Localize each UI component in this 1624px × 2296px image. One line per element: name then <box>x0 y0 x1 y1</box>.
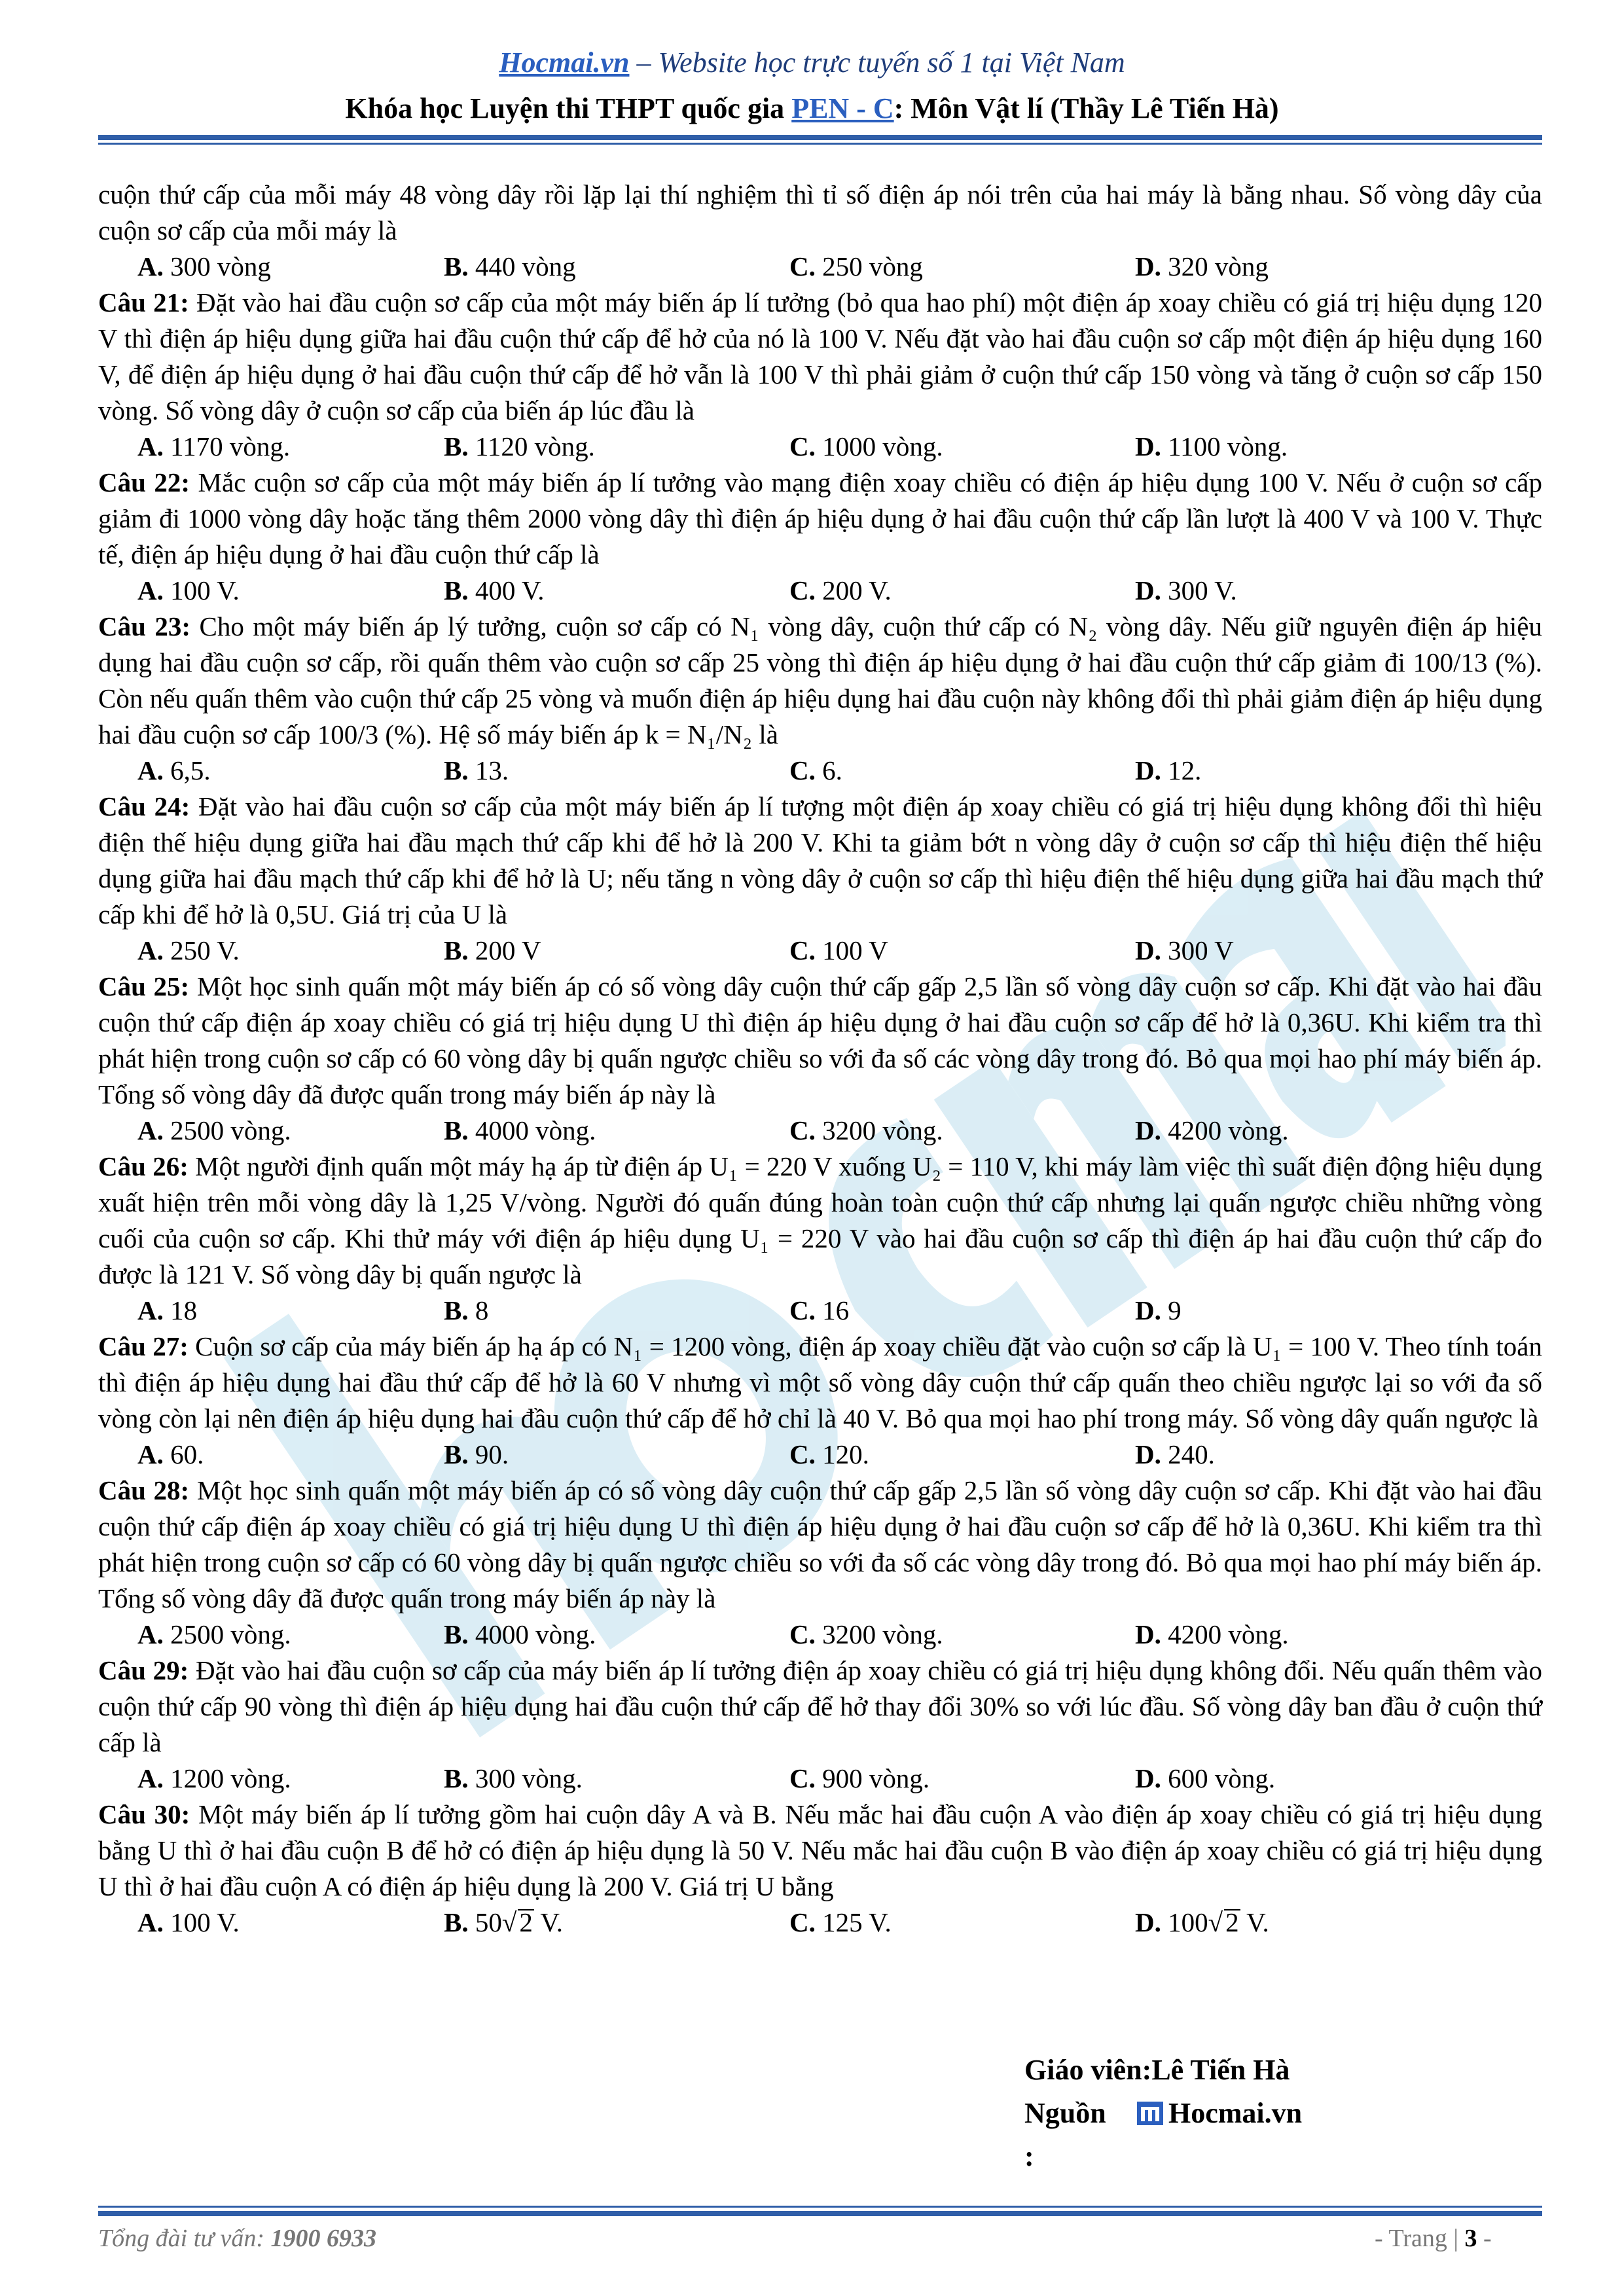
option-b: B. 90. <box>444 1439 509 1469</box>
question-text: Cuộn sơ cấp của máy biến áp hạ áp có N₁ = 1200 vòng, điện áp xoay chiều đặt vào cuộn sơ cấp là U₁ = 100 V. Theo tính toán thì điện áp hiệu dụng hai đầu thứ cấp để hở là 60 V nhưng vì một số vòng dây cuộn thứ cấp quấn theo chiều ngược lại so với đa số vòng còn lại nên điện áp hiệu dụng hai đầu cuộn thứ cấp để hở chỉ là 40 V. Bỏ qua mọi hao phí trong máy. Số vòng dây quấn ngược là <box>98 1331 1542 1433</box>
option-a: A. 60. <box>137 1439 204 1469</box>
source-value <box>1136 2092 1302 2178</box>
questions-container <box>98 285 1542 1941</box>
course-suffix: : Môn Vật lí (Thầy Lê Tiến Hà) <box>893 92 1279 124</box>
question-label: Câu 23: <box>98 611 191 641</box>
option-c: C. 125 V. <box>789 1907 892 1937</box>
course-prefix: Khóa học Luyện thi THPT quốc gia <box>345 92 792 124</box>
option-a: A. 1200 vòng. <box>137 1763 291 1793</box>
options-row <box>98 1113 1542 1149</box>
option-b: B. 200 V <box>444 935 541 965</box>
option-b: B. 50√2 V. <box>444 1907 563 1937</box>
option-d: D. 240. <box>1135 1439 1215 1469</box>
option-a: A. 18 <box>137 1295 198 1325</box>
options-row <box>98 1905 1542 1941</box>
question-list <box>98 177 1542 1941</box>
question-text: Một học sinh quấn một máy biến áp có số vòng dây cuộn thứ cấp gấp 2,5 lần số vòng dây cuộn sơ cấp. Khi đặt vào hai đầu cuộn thứ cấp điện áp xoay chiều có giá trị hiệu dụng U thì điện áp hiệu dụng ở hai đầu cuộn sơ cấp để hở là 0,36U. Khi kiểm tra thì phát hiện trong cuộn sơ cấp có 60 vòng dây bị quấn ngược chiều so với đa số các vòng dây trong đó. Bỏ qua mọi hao phí máy biến áp. Tổng số vòng dây đã được quấn trong máy biến áp này là <box>98 971 1542 1109</box>
footer-page-number: - Trang | 3 - <box>1375 2225 1492 2252</box>
header-rule-thin <box>98 143 1542 145</box>
options-row <box>98 429 1542 465</box>
options-row <box>98 1437 1542 1473</box>
question-text: Đặt vào hai đầu cuộn sơ cấp của máy biến áp lí tưởng điện áp xoay chiều có giá trị hiệu dụng không đổi. Nếu quấn thêm vào cuộn thứ cấp 90 vòng thì điện áp hiệu dụng hai đầu cuộn thứ cấp để hở thay đổi 30% so với lúc đầu. Số vòng dây ban đầu ở cuộn thứ cấp là <box>98 1655 1542 1757</box>
course-link[interactable]: PEN - C <box>791 92 894 124</box>
header-rule-thick <box>98 135 1542 140</box>
intro-options <box>98 249 1542 285</box>
signature-block <box>1024 2049 1302 2178</box>
option-d: D. 100√2 V. <box>1135 1907 1269 1937</box>
site-tagline: – Website học trực tuyến số 1 tại Việt Nam <box>629 46 1125 79</box>
options-row <box>98 933 1542 969</box>
question-text: Đặt vào hai đầu cuộn sơ cấp của một máy biến áp lí tưởng (bỏ qua hao phí) một điện áp xoay chiều có giá trị hiệu dụng 120 V thì điện áp hiệu dụng giữa hai đầu cuộn thứ cấp để hở của nó là 100 V. Nếu đặt vào hai đầu cuộn sơ cấp một điện áp hiệu dụng 160 V, để điện áp hiệu dụng ở hai đầu cuộn thứ cấp để hở vẫn là 100 V thì phải giảm ở cuộn thứ cấp 150 vòng và tăng ở cuộn sơ cấp 150 vòng. Số vòng dây ở cuộn sơ cấp của biến áp lúc đầu là <box>98 287 1542 425</box>
option-c: C. 1000 vòng. <box>789 431 943 461</box>
question-text: Cho một máy biến áp lý tưởng, cuộn sơ cấp có N₁ vòng dây, cuộn thứ cấp có N₂ vòng dây. Nếu giữ nguyên điện áp hiệu dụng hai đầu cuộn sơ cấp, rồi quấn thêm vào cuộn sơ cấp 25 vòng thì điện áp hiệu dụng ở hai đầu cuộn thứ cấp giảm đi 100/13 (%). Còn nếu quấn thêm vào cuộn thứ cấp 25 vòng và muốn điện áp hiệu dụng hai đầu cuộn này không đổi thì phải giảm điện áp hiệu dụng hai đầu cuộn sơ cấp 100/3 (%). Hệ số máy biến áp k = N₁/N₂ là <box>98 611 1542 749</box>
question-21 <box>98 285 1542 429</box>
source-row <box>1024 2092 1302 2178</box>
option-a: A. 6,5. <box>137 755 211 785</box>
option-d: D. 600 vòng. <box>1135 1763 1276 1793</box>
question-label: Câu 30: <box>98 1799 190 1829</box>
option-a: A. 250 V. <box>137 935 240 965</box>
header-site-line <box>0 46 1624 79</box>
options-row <box>98 1617 1542 1653</box>
teacher-label: Giáo viên: <box>1024 2054 1152 2086</box>
footer-hotline: Tổng đài tư vấn: 1900 6933 <box>98 2225 376 2252</box>
question-label: Câu 29: <box>98 1655 189 1685</box>
option-c: C. 3200 vòng. <box>789 1619 943 1649</box>
question-26 <box>98 1149 1542 1293</box>
source-label: Nguồn : <box>1024 2097 1106 2172</box>
option-a: A. 300 vòng <box>137 251 271 281</box>
option-d: D. 300 V. <box>1135 575 1237 605</box>
question-28 <box>98 1473 1542 1617</box>
sqrt-symbol: √ <box>501 1907 517 1937</box>
hocmai-logo-icon <box>1136 2100 1164 2126</box>
question-label: Câu 25: <box>98 971 190 1001</box>
option-b: B. 4000 vòng. <box>444 1115 596 1145</box>
question-text: Mắc cuộn sơ cấp của một máy biến áp lí tưởng vào mạng điện xoay chiều có điện áp hiệu dụng 100 V. Nếu ở cuộn sơ cấp giảm đi 1000 vòng dây hoặc tăng thêm 2000 vòng dây thì điện áp hiệu dụng ở hai đầu cuộn thứ cấp lần lượt là 400 V và 100 V. Thực tế, điện áp hiệu dụng ở hai đầu cuộn thứ cấp là <box>98 467 1542 569</box>
question-label: Câu 24: <box>98 791 190 821</box>
question-27 <box>98 1329 1542 1437</box>
question-text: Một học sinh quấn một máy biến áp có số vòng dây cuộn thứ cấp gấp 2,5 lần số vòng dây cuộn sơ cấp. Khi đặt vào hai đầu cuộn thứ cấp điện áp xoay chiều có giá trị hiệu dụng U thì điện áp hiệu dụng ở hai đầu cuộn sơ cấp để hở là 0,36U. Khi kiểm tra thì phát hiện trong cuộn sơ cấp có 60 vòng dây bị quấn ngược chiều so với đa số các vòng dây trong đó. Bỏ qua mọi hao phí máy biến áp. Tổng số vòng dây đã được quấn trong máy biến áp này là <box>98 1475 1542 1613</box>
options-row <box>98 1761 1542 1797</box>
option-d: D. 300 V <box>1135 935 1234 965</box>
option-c: C. 3200 vòng. <box>789 1115 943 1145</box>
option-d: D. 9 <box>1135 1295 1182 1325</box>
option-b: B. 1120 vòng. <box>444 431 595 461</box>
question-25 <box>98 969 1542 1113</box>
options-row <box>98 573 1542 609</box>
radicand: 2 <box>1225 1907 1239 1937</box>
option-a: A. 100 V. <box>137 1907 240 1937</box>
options-row <box>98 1293 1542 1329</box>
teacher-name: Lê Tiến Hà <box>1151 2054 1290 2086</box>
option-b: B. 13. <box>444 755 509 785</box>
option-c: C. 120. <box>789 1439 869 1469</box>
option-b: B. 4000 vòng. <box>444 1619 596 1649</box>
radicand: 2 <box>519 1907 533 1937</box>
option-a: A. 1170 vòng. <box>137 431 291 461</box>
question-text: Một người định quấn một máy hạ áp từ điện áp U₁ = 220 V xuống U₂ = 110 V, khi máy làm việc thì suất điện động hiệu dụng xuất hiện trên mỗi vòng dây là 1,25 V/vòng. Người đó quấn đúng hoàn toàn cuộn thứ cấp nhưng lại quấn ngược chiều những vòng cuối của cuộn sơ cấp. Khi thử máy với điện áp hiệu dụng U₁ = 220 V vào hai đầu cuộn sơ cấp thì điện áp hai đầu cuộn thứ cấp đo được là 121 V. Số vòng dây bị quấn ngược là <box>98 1151 1542 1289</box>
question-30 <box>98 1797 1542 1905</box>
hotline-number: 1900 6933 <box>270 2225 376 2252</box>
intro-text: cuộn thứ cấp của mỗi máy 48 vòng dây rồi lặp lại thí nghiệm thì tỉ số điện áp nói trên của hai máy là bằng nhau. Số vòng dây của cuộn sơ cấp của mỗi máy là <box>98 179 1542 245</box>
question-label: Câu 21: <box>98 287 189 317</box>
question-24 <box>98 789 1542 933</box>
option-a: A. 2500 vòng. <box>137 1619 291 1649</box>
option-d: D. 4200 vòng. <box>1135 1115 1289 1145</box>
option-d: D. 320 vòng <box>1135 251 1269 281</box>
option-a: A. 2500 vòng. <box>137 1115 291 1145</box>
option-b: B. 8 <box>444 1295 489 1325</box>
option-a: A. 100 V. <box>137 575 240 605</box>
option-c: C. 6. <box>789 755 842 785</box>
page-number: 3 <box>1464 2225 1477 2252</box>
footer-rule-thin <box>98 2206 1542 2208</box>
option-d: D. 12. <box>1135 755 1202 785</box>
teacher-row <box>1024 2049 1302 2092</box>
question-29 <box>98 1653 1542 1761</box>
option-c: C. 900 vòng. <box>789 1763 930 1793</box>
question-label: Câu 22: <box>98 467 190 497</box>
option-d: D. 4200 vòng. <box>1135 1619 1289 1649</box>
option-d: D. 1100 vòng. <box>1135 431 1288 461</box>
footer-rule-thick <box>98 2211 1542 2216</box>
site-link[interactable]: Hocmai.vn <box>499 46 630 79</box>
option-c: C. 200 V. <box>789 575 892 605</box>
option-c: C. 250 vòng <box>789 251 923 281</box>
option-b: B. 400 V. <box>444 575 545 605</box>
option-c: C. 100 V <box>789 935 888 965</box>
question-label: Câu 27: <box>98 1331 189 1361</box>
question-text: Đặt vào hai đầu cuộn sơ cấp của một máy biến áp lí tượng một điện áp xoay chiều có giá trị hiệu dụng không đổi thì hiệu điện thế hiệu dụng giữa hai đầu mạch thứ cấp khi để hở là 200 V. Khi ta giảm bớt n vòng dây ở cuộn sơ cấp thì hiệu điện thế hiệu dụng giữa hai đầu mạch thứ cấp khi để hở là U; nếu tăng n vòng dây ở cuộn sơ cấp thì hiệu điện thế hiệu dụng giữa hai đầu mạch thứ cấp khi để hở là 0,5U. Giá trị của U là <box>98 791 1542 929</box>
option-b: B. 440 vòng <box>444 251 576 281</box>
option-b: B. 300 vòng. <box>444 1763 583 1793</box>
source-name: Hocmai.vn <box>1168 2097 1303 2129</box>
question-23 <box>98 609 1542 753</box>
question-label: Câu 28: <box>98 1475 190 1505</box>
options-row <box>98 753 1542 789</box>
question-22 <box>98 465 1542 573</box>
sqrt-symbol: √ <box>1208 1907 1223 1937</box>
option-c: C. 16 <box>789 1295 850 1325</box>
question-text: Một máy biến áp lí tưởng gồm hai cuộn dây A và B. Nếu mắc hai đầu cuộn A vào điện áp xoay chiều có giá trị hiệu dụng bằng U thì ở hai đầu cuộn B để hở có điện áp hiệu dụng là 50 V. Nếu mắc hai đầu cuộn B vào điện áp xoay chiều có giá trị hiệu dụng U thì ở hai đầu cuộn A có điện áp hiệu dụng là 200 V. Giá trị U bằng <box>98 1799 1542 1901</box>
question-label: Câu 26: <box>98 1151 189 1181</box>
header-course-line <box>0 92 1624 125</box>
